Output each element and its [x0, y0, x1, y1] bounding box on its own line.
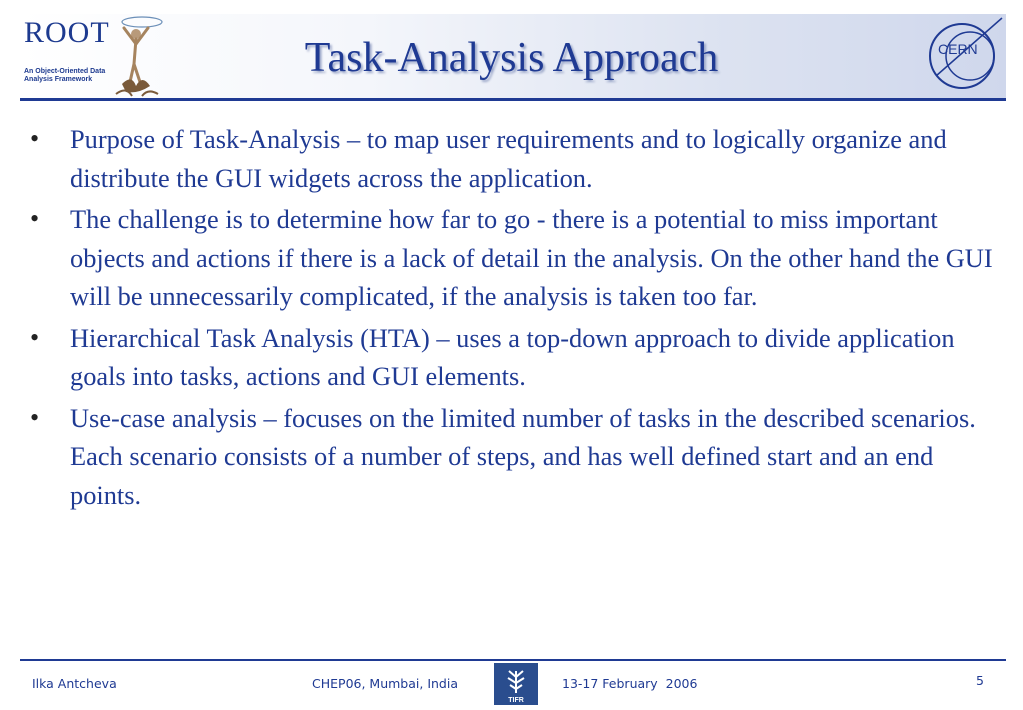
bullet-dot: •: [30, 204, 40, 233]
bullet-item: [30, 200, 1000, 316]
header-divider: [20, 98, 1006, 101]
bullet-dot: •: [30, 402, 40, 432]
bullet-text: The challenge is to determine how far to go - there is a potential to miss important objects and actions if there is a lack of detail in the analysis. On the other hand the GUI will be unnecessarily complicated, if the analysis is taken too far.: [70, 204, 993, 311]
tifr-logo-word: TIFR: [508, 697, 524, 704]
root-logo-subtitle: An Object-Oriented Data Analysis Framework: [24, 68, 106, 83]
bullet-text: Purpose of Task-Analysis – to map user requirements and to logically organize and distribute the GUI widgets across the application.: [70, 124, 947, 193]
bullet-dot: •: [30, 322, 40, 352]
bullet-dot: •: [30, 124, 40, 153]
footer-author: Ilka Antcheva: [32, 676, 117, 691]
footer-dates: 13-17 February 2006: [562, 676, 698, 691]
tifr-tree-icon: [494, 663, 538, 705]
bullet-text: Use-case analysis – focuses on the limited number of tasks in the described scenarios. Each scenario consists of a number of steps, and has well defined start and an end points.: [70, 402, 976, 510]
cern-logo-word: CERN: [938, 41, 978, 57]
footer-divider: [20, 659, 1006, 661]
bullet-text: Hierarchical Task Analysis (HTA) – uses a top-down approach to divide application goals into tasks, actions and GUI elements.: [70, 322, 955, 391]
root-logo-word: ROOT: [24, 16, 110, 49]
slide-title: Task-Analysis Approach: [304, 35, 719, 81]
tifr-logo: [494, 663, 538, 705]
bullet-item: [30, 319, 1000, 396]
bullet-item: [30, 120, 1000, 197]
bullet-item: [30, 399, 1000, 515]
page-number: 5: [976, 673, 984, 688]
bullet-list: [30, 120, 1000, 517]
cern-logo-icon: [922, 14, 1006, 98]
footer-conference: CHEP06, Mumbai, India: [312, 676, 458, 691]
